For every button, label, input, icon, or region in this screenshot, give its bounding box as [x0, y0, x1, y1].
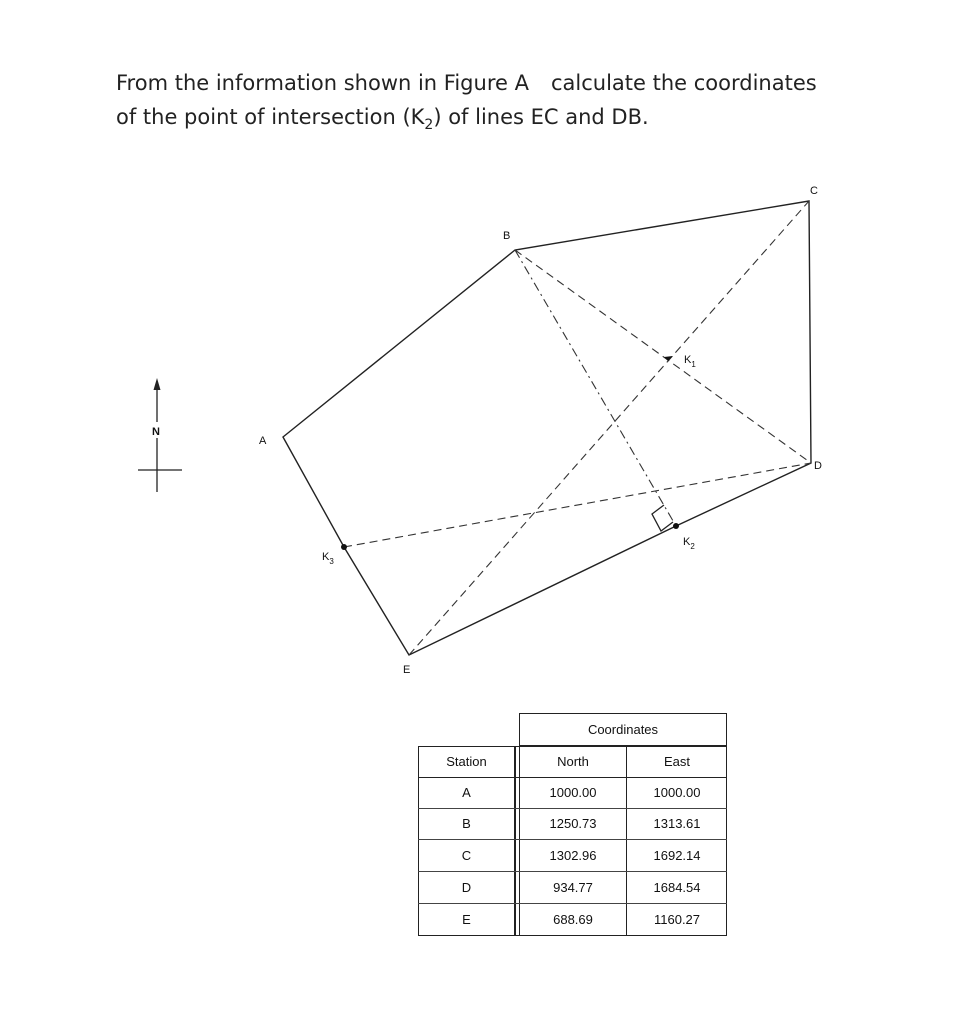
north-cell: 934.77 [553, 879, 593, 895]
label-k1-main: K [684, 354, 692, 366]
north-cell: 1302.96 [549, 847, 597, 863]
north-cell: 688.69 [553, 912, 593, 927]
east-cell: 1684.54 [653, 879, 701, 895]
line-b-k2 [515, 250, 676, 526]
label-k2-main: K [683, 536, 691, 548]
north-arrow-head [154, 378, 161, 390]
station-cell: C [461, 847, 472, 863]
point-k2-marker [673, 523, 679, 529]
label-k3-main: K [322, 551, 330, 563]
question-line-2-before: of the point of intersection (K [116, 105, 425, 129]
coordinates-header: Coordinates [519, 713, 727, 746]
line-bd [515, 250, 811, 463]
east-cell: 1000.00 [653, 785, 701, 800]
label-k1 [684, 354, 696, 369]
east-header: East [663, 754, 690, 769]
station-header: Station [446, 754, 487, 769]
label-k1-sub: 1 [691, 360, 696, 369]
station-cell: B [462, 816, 471, 831]
question-line-2-sub: 2 [424, 117, 434, 134]
station-cell: E [462, 912, 471, 927]
label-k2 [683, 536, 695, 551]
station-cell: A [462, 785, 471, 800]
north-header: North [557, 754, 589, 769]
question-line-1-before: From the information shown in Figure A [116, 71, 529, 95]
label-a: A [259, 435, 267, 447]
east-cell: 1160.27 [653, 912, 701, 927]
label-e: E [403, 664, 411, 676]
north-cell: 1000.00 [549, 785, 597, 800]
question-line-2-after: ) of lines EC and DB. [433, 105, 649, 129]
label-c: C [810, 185, 818, 197]
east-cell: 1313.61 [653, 816, 701, 831]
label-d: D [814, 460, 822, 472]
question-line-1-after: calculate the coordinates [550, 71, 817, 95]
north-label: N [152, 426, 160, 438]
east-cell: 1692.14 [653, 847, 701, 863]
north-cell: 1250.73 [549, 816, 597, 831]
traverse-outline [283, 201, 811, 655]
line-ec [409, 201, 809, 655]
label-k3-sub: 3 [329, 557, 334, 566]
line-k3-d [344, 463, 811, 547]
label-k3 [322, 551, 334, 566]
point-k3-marker [341, 544, 347, 550]
label-k2-sub: 2 [690, 542, 695, 551]
right-angle-marker [652, 505, 673, 531]
station-cell: D [461, 879, 472, 895]
label-b: B [503, 230, 511, 242]
